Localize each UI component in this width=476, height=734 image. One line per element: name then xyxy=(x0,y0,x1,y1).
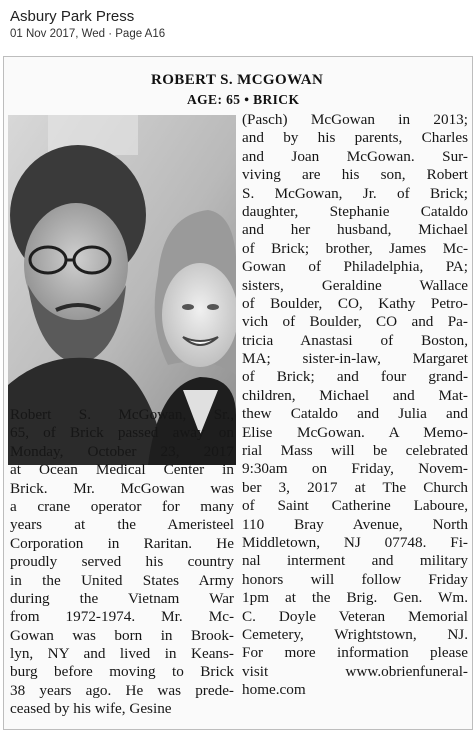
text-line: and by his parents, Charles xyxy=(242,129,468,147)
publication-name: Asbury Park Press xyxy=(10,8,135,25)
text-line: Monday, October 23, 2017 xyxy=(10,442,234,460)
text-line: years at the Ameristeel xyxy=(10,516,234,534)
text-line: visit www.obrienfuneral- xyxy=(242,662,468,680)
text-line: and Joan McGowan. Sur- xyxy=(242,147,468,165)
text-line: of Brick; and four grand- xyxy=(242,368,468,386)
page-header xyxy=(0,0,476,52)
obituary-text-right-column xyxy=(242,111,468,700)
text-line: thew Cataldo and Julia and xyxy=(242,405,468,423)
text-line: Cemetery, Wrightstown, NJ. xyxy=(242,625,468,643)
text-line: Robert S. McGowan, Sr., xyxy=(10,406,234,423)
text-line: a crane operator for many xyxy=(10,497,234,515)
text-line: lyn, NY and lived in Keans- xyxy=(10,645,234,663)
text-line: and her husband, Michael xyxy=(242,221,468,239)
text-line: MA; sister-in-law, Margaret xyxy=(242,350,468,368)
text-line: 9:30am on Friday, Novem- xyxy=(242,460,468,478)
text-line: during the Vietnam War xyxy=(10,589,234,607)
text-line: burg before moving to Brick xyxy=(10,663,234,681)
text-line: 38 years ago. He was prede- xyxy=(10,681,234,699)
text-line: at Ocean Medical Center in xyxy=(10,461,234,479)
text-line: ber 3, 2017 at The Church xyxy=(242,478,468,496)
text-line: Elise McGowan. A Memo- xyxy=(242,423,468,441)
text-line: Middletown, NJ 07748. Fi- xyxy=(242,533,468,551)
text-line: in the United States Army xyxy=(10,571,234,589)
text-line: of Brick; brother, James Mc- xyxy=(242,239,468,257)
text-line: 110 Bray Avenue, North xyxy=(242,515,468,533)
text-line: ceased by his wife, Gesine xyxy=(10,700,172,718)
text-line: C. Doyle Veteran Memorial xyxy=(242,607,468,625)
text-line: daughter, Stephanie Cataldo xyxy=(242,202,468,220)
text-line: of Saint Catherine Laboure, xyxy=(242,497,468,515)
text-line: S. McGowan, Jr. of Brick; xyxy=(242,184,468,202)
publication-date-line: 01 Nov 2017, Wed · Page A16 xyxy=(10,28,166,40)
obituary-clipping xyxy=(3,56,473,730)
text-line: Corporation in Raritan. He xyxy=(10,534,234,552)
text-line: Gowan was born in Brook- xyxy=(10,626,234,644)
text-line: (Pasch) McGowan in 2013; xyxy=(242,111,468,128)
text-line: of Boulder, CO, Kathy Petro- xyxy=(242,294,468,312)
text-line: from 1972-1974. Mr. Mc- xyxy=(10,608,234,626)
text-line: Brick. Mr. McGowan was xyxy=(10,479,234,497)
obituary-age-line: AGE: 65 • BRICK xyxy=(187,92,300,107)
text-line: 65, of Brick passed away on xyxy=(10,424,234,442)
text-line: Gowan of Philadelphia, PA; xyxy=(242,258,468,276)
text-line: nal interment and military xyxy=(242,552,468,570)
text-line: home.com xyxy=(242,681,306,699)
text-line: sisters, Geraldine Wallace xyxy=(242,276,468,294)
text-line: viving are his son, Robert xyxy=(242,166,468,184)
text-line: 1pm at the Brig. Gen. Wm. xyxy=(242,589,468,607)
text-line: For more information please xyxy=(242,644,468,662)
text-line: vich of Boulder, CO and Pa- xyxy=(242,313,468,331)
obituary-text-left-column xyxy=(10,406,234,719)
text-line: rial Mass will be celebrated xyxy=(242,442,468,460)
text-line: tricia Anastasi of Boston, xyxy=(242,331,468,349)
text-line: honors will follow Friday xyxy=(242,570,468,588)
text-line: proudly served his country xyxy=(10,553,234,571)
text-line: children, Michael and Mat- xyxy=(242,386,468,404)
obituary-name: ROBERT S. MCGOWAN xyxy=(151,72,324,88)
